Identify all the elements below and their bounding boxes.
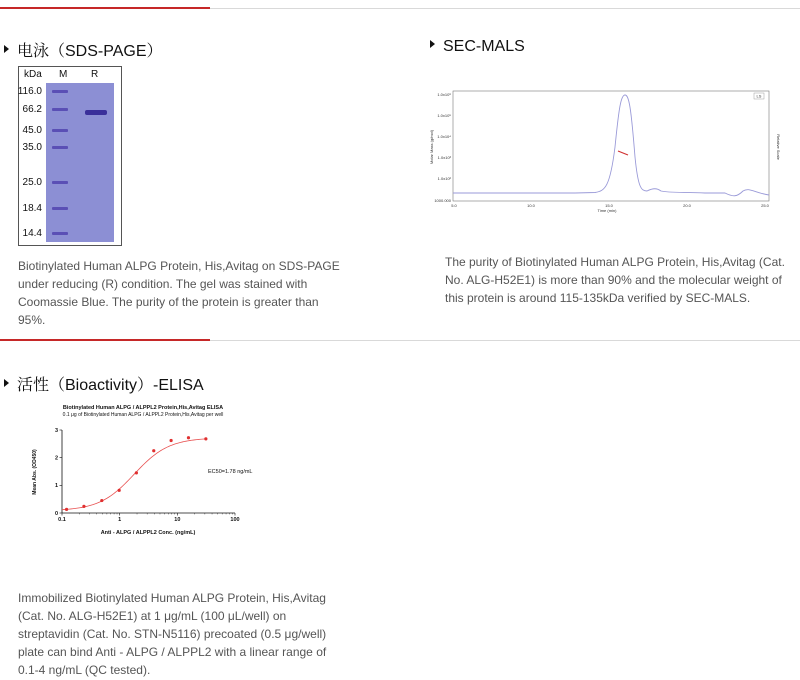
secmals-legend: LS (756, 93, 762, 99)
elisa-y-tick-label: 2 (54, 455, 58, 462)
ladder-band (52, 108, 68, 111)
elisa-x-tick-label: 10 (174, 517, 181, 523)
ladder-band (52, 232, 68, 235)
elisa-data-point (118, 489, 121, 492)
sds-title-text: 电泳（SDS-PAGE） (17, 43, 163, 60)
elisa-y-tick-label: 3 (54, 427, 58, 434)
elisa-x-label: Anti - ALPG / ALPPL2 Conc. (ng/mL) (100, 530, 196, 536)
ladder-band (52, 129, 68, 132)
elisa-y-tick-label: 0 (54, 510, 58, 517)
elisa-section-title (4, 372, 204, 395)
elisa-fit-curve (62, 439, 206, 510)
sds-caption: Biotinylated Human ALPG Protein, His,Avitag on SDS-PAGE under reducing (R) condition. The gel was stained with Coomassie Blue. The purity of the protein is greater than 95%. (18, 259, 340, 327)
mw-label: 116.0 (17, 86, 42, 97)
elisa-caption: Immobilized Biotinylated Human ALPG Protein, His,Avitag (Cat. No. ALG-H52E1) at 1 μg/mL (100 μL/well) on streptavidin (Cat. No. STN-N5116) precoated (0.5 μg/well) plate can bind Anti - ALPG / ALPPL2 with a linear range of 0.1-4 ng/mL (QC tested). (18, 591, 327, 677)
elisa-y-label: Mean Abs. (OD450) (32, 449, 38, 495)
secmals-y2-label: Relative Scale (776, 134, 781, 160)
secmals-y-tick: 1.0x10² (437, 176, 451, 181)
secmals-ls-trace (453, 95, 769, 196)
mw-label: 25.0 (22, 177, 42, 188)
ladder-band (52, 207, 68, 210)
secmals-x-tick: 20.0 (683, 203, 691, 208)
secmals-y-tick: 1.0x10⁴ (437, 134, 451, 139)
secmals-x-tick: 10.0 (527, 203, 535, 208)
elisa-chart (28, 400, 278, 545)
secmals-section-title (430, 38, 525, 56)
elisa-x-tick-label: 0.1 (58, 517, 66, 523)
mw-label: 18.4 (22, 203, 42, 214)
secmals-y-label: Molar Mass (g/mol) (429, 129, 434, 165)
secmals-x-label: Time (min) (597, 208, 617, 213)
elisa-chart-title: Biotinylated Human ALPG / ALPPL2 Protein,His,Avitag ELISA (62, 405, 224, 411)
gel-header-marker: M (59, 69, 68, 80)
triangle-bullet-icon (4, 45, 9, 53)
secmals-x-tick: 5.0 (451, 203, 457, 208)
elisa-x-tick-label: 1 (118, 517, 122, 523)
gel-header-kda: kDa (24, 69, 42, 80)
ladder-band (52, 181, 68, 184)
gel-header-reduced: R (91, 69, 99, 80)
elisa-data-point (82, 505, 85, 508)
secmals-chart (425, 87, 780, 212)
elisa-y-tick-label: 1 (54, 483, 58, 490)
secmals-y-tick: 1000.000 (434, 198, 451, 203)
gel-lanes (46, 83, 114, 242)
elisa-data-point (65, 508, 68, 511)
elisa-data-point (100, 499, 103, 502)
triangle-bullet-icon (4, 379, 9, 387)
elisa-data-point (152, 449, 155, 452)
secmals-y-tick: 1.0x10⁵ (437, 113, 451, 118)
elisa-fit-curve-group (62, 439, 206, 510)
mw-label: 14.4 (22, 228, 42, 239)
ladder-band (52, 90, 68, 93)
elisa-data-point (135, 471, 138, 474)
elisa-x-tick-label: 100 (230, 517, 240, 523)
sds-section-title (4, 38, 163, 61)
elisa-title-text: 活性（Bioactivity）-ELISA (17, 377, 204, 394)
elisa-axes (55, 428, 240, 523)
mw-label: 35.0 (22, 142, 42, 153)
triangle-bullet-icon (430, 40, 435, 48)
ladder-band (52, 146, 68, 149)
mw-label: 66.2 (22, 104, 42, 115)
elisa-annotation: EC50=1.78 ng/mL (208, 469, 253, 475)
secmals-title-text: SEC-MALS (443, 38, 525, 55)
elisa-data-point (204, 437, 207, 440)
sample-band (85, 110, 107, 115)
secmals-x-tick: 15.0 (605, 203, 613, 208)
mw-label: 45.0 (22, 125, 42, 136)
elisa-chart-subtitle: 0.1 μg of Biotinylated Human ALPG / ALPPL2 Protein,His,Avitag per well (62, 412, 224, 418)
secmals-caption: The purity of Biotinylated Human ALPG Protein, His,Avitag (Cat. No. ALG-H52E1) is more than 90% and the molecular weight of this protein is around 115-135kDa verified by SEC-MALS. (445, 255, 785, 305)
top-divider-accent (0, 7, 210, 9)
secmals-y-tick: 1.0x10⁶ (437, 92, 451, 97)
elisa-points-group (65, 436, 208, 511)
secmals-plot-frame (453, 91, 769, 201)
middle-divider-accent (0, 339, 210, 341)
elisa-data-point (170, 439, 173, 442)
secmals-y-tick: 1.0x10³ (437, 155, 451, 160)
elisa-data-point (187, 436, 190, 439)
secmals-molar-mass-trace (618, 151, 628, 155)
secmals-x-tick: 25.0 (761, 203, 769, 208)
